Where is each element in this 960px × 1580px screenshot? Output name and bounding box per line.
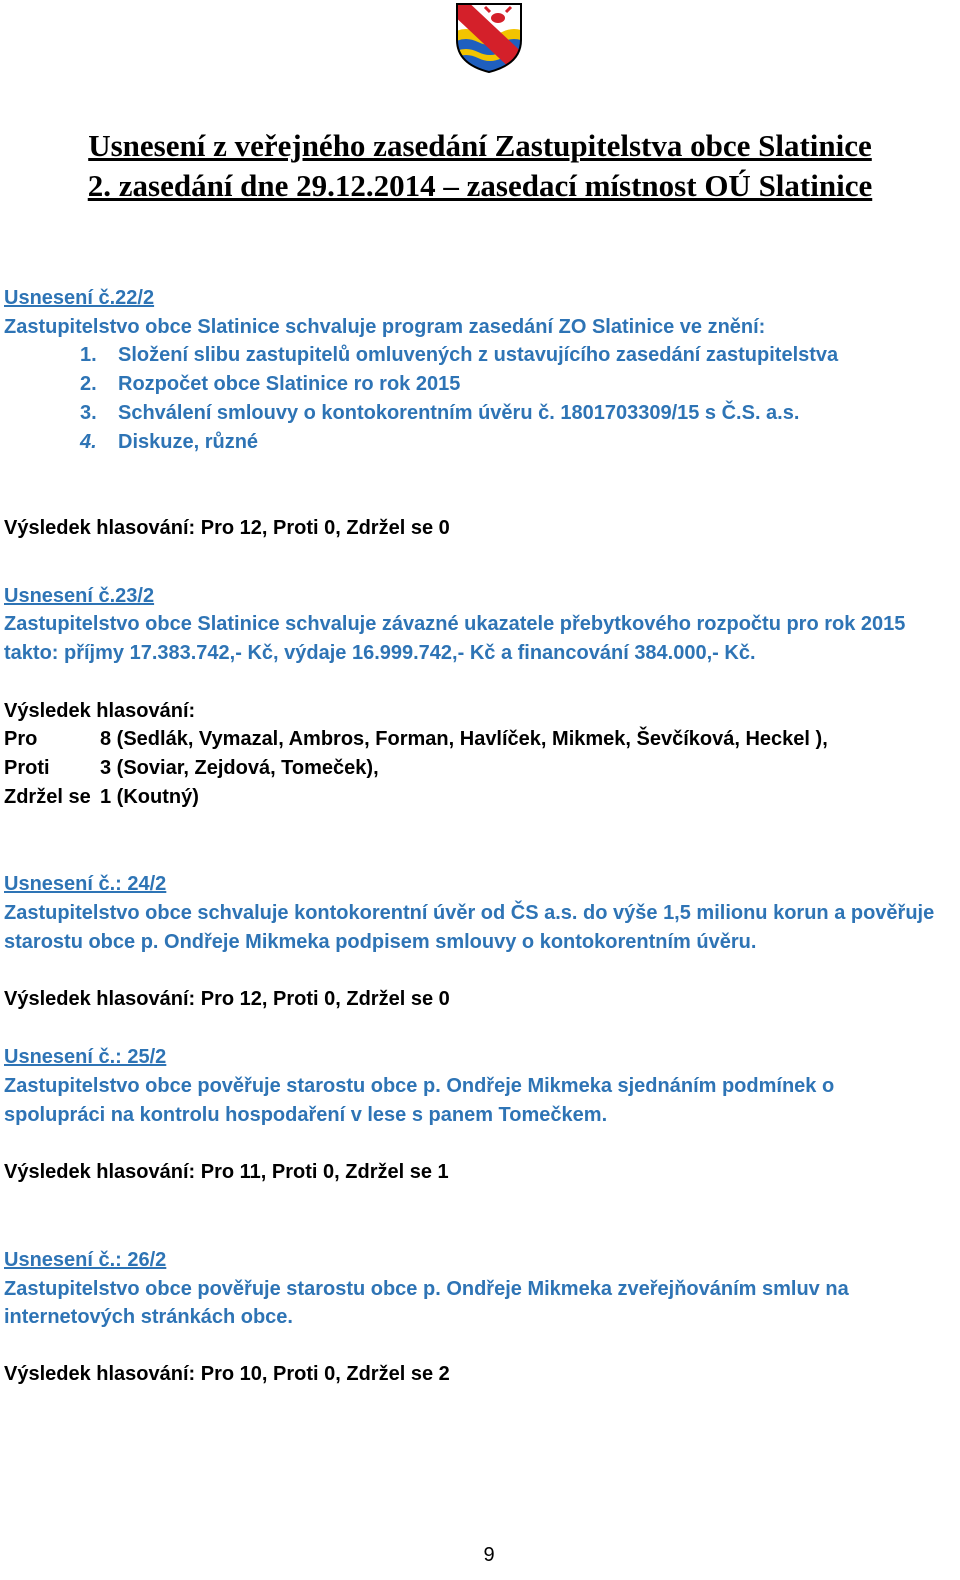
resolution-text: Zastupitelstvo obce pověřuje starostu obce p. Ondřeje Mikmeka sjednáním podmínek o [4, 1075, 835, 1097]
document-title-line1: Usnesení z veřejného zasedání Zastupitelstva obce Slatinice [88, 128, 872, 163]
vote-label: Proti [4, 757, 50, 779]
list-item-number: 1. [80, 344, 97, 366]
vote-result: Výsledek hlasování: Pro 11, Proti 0, Zdržel se 1 [4, 1161, 449, 1183]
vote-value: 1 (Koutný) [100, 786, 199, 808]
coat-of-arms-icon [454, 2, 524, 74]
vote-value: 8 (Sedlák, Vymazal, Ambros, Forman, Havlíček, Mikmek, Ševčíková, Heckel ), [100, 728, 828, 750]
resolution-text: Zastupitelstvo obce Slatinice schvaluje program zasedání ZO Slatinice ve znění: [4, 316, 766, 338]
resolution-heading: Usnesení č.: 26/2 [4, 1249, 167, 1271]
resolution-text: internetových stránkách obce. [4, 1306, 293, 1328]
resolution-text: Zastupitelstvo obce Slatinice schvaluje závazné ukazatele přebytkového rozpočtu pro rok 2015 [4, 613, 906, 635]
resolution-text: Zastupitelstvo obce pověřuje starostu obce p. Ondřeje Mikmeka zveřejňováním smluv na [4, 1278, 849, 1300]
resolution-text: spolupráci na kontrolu hospodaření v lese s panem Tomečkem. [4, 1104, 608, 1126]
vote-value: 3 (Soviar, Zejdová, Tomeček), [100, 757, 379, 779]
resolution-heading: Usnesení č.22/2 [4, 287, 155, 309]
resolution-text: starostu obce p. Ondřeje Mikmeka podpisem smlouvy o kontokorentním úvěru. [4, 931, 757, 953]
resolution-heading: Usnesení č.: 25/2 [4, 1046, 167, 1068]
list-item: Diskuze, různé [118, 431, 259, 453]
vote-result: Výsledek hlasování: Pro 10, Proti 0, Zdržel se 2 [4, 1363, 450, 1385]
list-item: Schválení smlouvy o kontokorentním úvěru č. 1801703309/15 s Č.S. a.s. [118, 402, 800, 424]
resolution-text: Zastupitelstvo obce schvaluje kontokorentní úvěr od ČS a.s. do výše 1,5 milionu korun a pověřuje [4, 902, 935, 924]
vote-label: Zdržel se [4, 786, 91, 808]
vote-result-title: Výsledek hlasování: [4, 700, 196, 722]
list-item-number: 4. [80, 431, 97, 453]
resolution-heading: Usnesení č.23/2 [4, 585, 155, 607]
resolution-heading: Usnesení č.: 24/2 [4, 873, 167, 895]
list-item: Rozpočet obce Slatinice ro rok 2015 [118, 373, 461, 395]
page-number: 9 [483, 1544, 495, 1566]
vote-label: Pro [4, 728, 38, 750]
vote-result: Výsledek hlasování: Pro 12, Proti 0, Zdržel se 0 [4, 517, 450, 539]
list-item: Složení slibu zastupitelů omluvených z ustavujícího zasedání zastupitelstva [118, 344, 839, 366]
list-item-number: 2. [80, 373, 97, 395]
list-item-number: 3. [80, 402, 97, 424]
resolution-text: takto: příjmy 17.383.742,- Kč, výdaje 16.999.742,- Kč a financování 384.000,- Kč. [4, 642, 756, 664]
vote-result: Výsledek hlasování: Pro 12, Proti 0, Zdržel se 0 [4, 988, 450, 1010]
document-title-line2: 2. zasedání dne 29.12.2014 – zasedací místnost OÚ Slatinice [87, 168, 873, 203]
